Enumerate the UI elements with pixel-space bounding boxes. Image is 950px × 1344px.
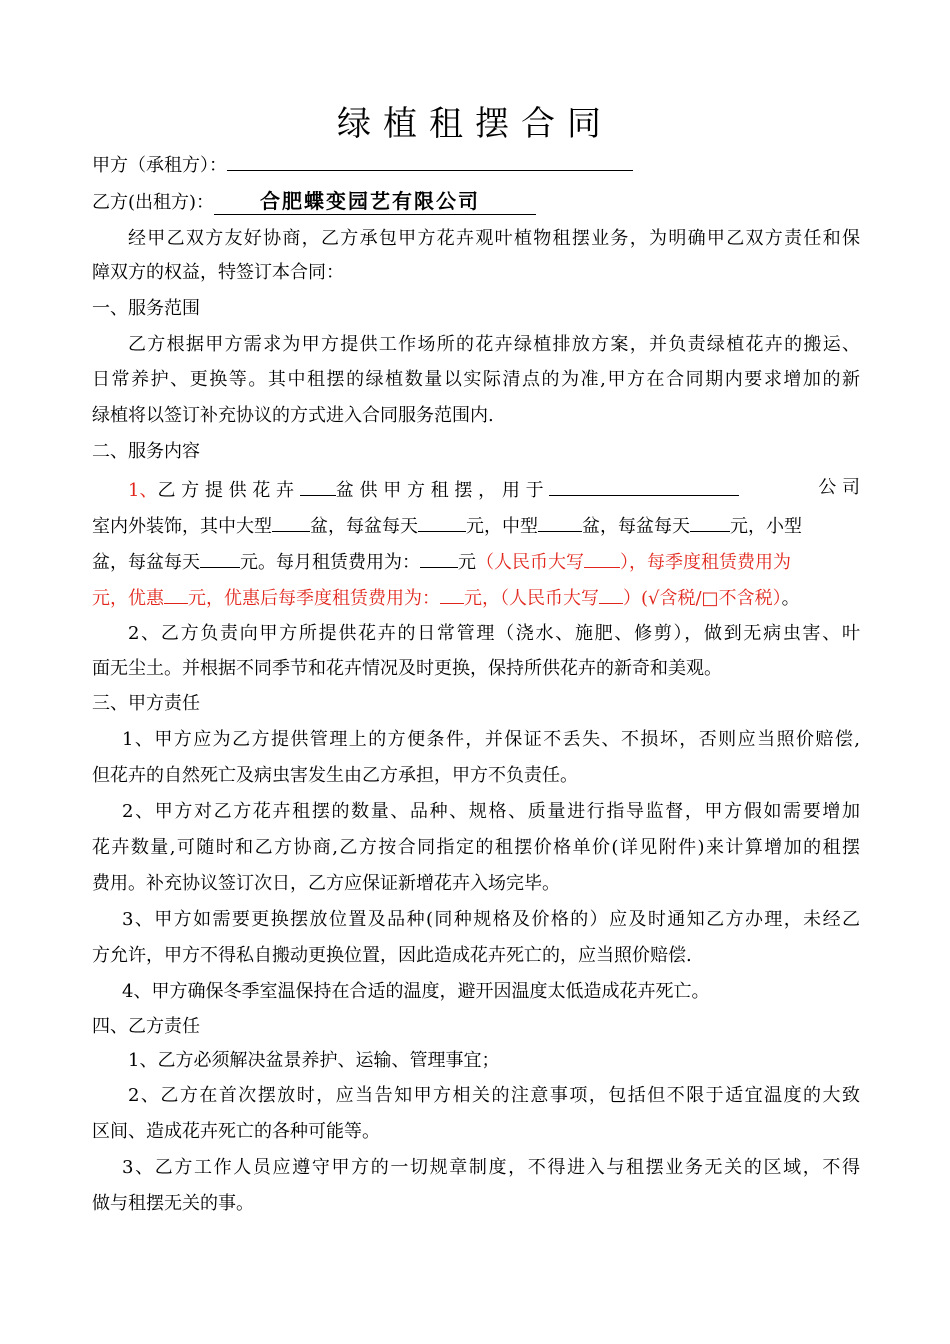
section-4-heading: 四、乙方责任 [92,1016,200,1037]
party-a-line [92,150,860,179]
tax-option[interactable]: ）(√含税/□不含税） [623,588,782,609]
item2-line-2: 面无尘土。并根据不同季节和花卉情况及时更换，保持所供花卉的新奇和美观。 [92,658,722,679]
item1-line-1 [92,475,860,504]
sec1-line-1: 乙方根据甲方需求为甲方提供工作场所的花卉绿植排放方案，并负责绿植花卉的搬运、 [128,334,860,355]
sec4-p1-line-1: 1、乙方必须解决盆景养护、运输、管理事宜； [128,1050,500,1071]
sec4-p3-line-2: 做与租摆无关的事。 [92,1193,254,1214]
discount-label: 元，优惠 [92,588,164,609]
monthly-fee-blank[interactable] [420,547,458,568]
party-a-name-blank[interactable] [227,150,633,171]
sec3-p4-line-1: 4、甲方确保冬季室温保持在合适的温度，避开因温度太低造成花卉死亡。 [122,981,710,1002]
sec1-line-2: 日常养护、更换等。其中租摆的绿植数量以实际清点的为准,甲方在合同期内要求增加的新 [92,369,860,390]
item1-line-3 [92,547,860,576]
small-label: 元，小型 [730,516,802,537]
sec3-p1-line-2: 但花卉的自然死亡及病虫害发生由乙方承担，甲方不负责任。 [92,765,578,786]
sec3-p2-line-1: 2、甲方对乙方花卉租摆的数量、品种、规格、质量进行指导监督，甲方假如需要增加 [122,801,860,822]
sec4-p2-line-1: 2、乙方在首次摆放时，应当告知甲方相关的注意事项，包括但不限于适宜温度的大致 [128,1085,860,1106]
monthly-fee-uppercase-blank[interactable] [584,547,620,568]
party-b-line [92,188,860,216]
section-3-heading: 三、甲方责任 [92,693,200,714]
discounted-uppercase-blank[interactable] [599,583,623,604]
sec1-line-3: 绿植将以签订补充协议的方式进入合同服务范围内. [92,405,494,426]
small-price-label: 盆，每盆每天 [92,552,200,573]
discounted-fee-label: 元，优惠后每季度租赁费用为： [188,588,440,609]
monthly-fee-label: 元。每月租赁费用为： [240,552,420,573]
item1-end-period: 。 [781,588,800,609]
discounted-uppercase-label: 元，（人民币大写 [464,588,599,609]
large-count-blank[interactable] [272,511,310,532]
section-2-heading: 二、服务内容 [92,441,200,462]
item1-line-2 [92,511,860,540]
sec3-p2-line-3: 费用。补充协议签订次日，乙方应保证新增花卉入场完毕。 [92,873,560,894]
pot-count-blank[interactable] [300,475,336,496]
section-1-heading: 一、服务范围 [92,298,200,319]
party-b-company-name: 合肥蝶变园艺有限公司 [214,188,536,215]
sec3-p3-line-2: 方允许，甲方不得私自搬动更换位置，因此造成花卉死亡的，应当照价赔偿. [92,945,692,966]
intro-line-2: 障双方的权益，特签订本合同： [92,262,344,283]
large-label: 室内外装饰，其中大型 [92,516,272,537]
medium-price-label: 盆，每盆每天 [582,516,690,537]
discounted-fee-blank[interactable] [440,583,464,604]
sec4-p2-line-2: 区间、造成花卉死亡的各种可能等。 [92,1121,380,1142]
intro-line-1: 经甲乙双方友好协商，乙方承包甲方花卉观叶植物租摆业务，为明确甲乙双方责任和保 [128,228,860,249]
item1-text-a: 乙 方 提 供 花 卉 [157,480,300,501]
sec3-p3-line-1: 3、甲方如需要更换摆放位置及品种(同种规格及价格的）应及时通知乙方办理，未经乙 [122,909,860,930]
item1-text-b: 盆 供 甲 方 租 摆 ， 用 于 [335,480,550,501]
company-usage-blank[interactable] [549,475,739,496]
sec3-p2-line-2: 花卉数量,可随时和乙方协商,乙方按合同指定的租摆价格单价(详见附件)来计算增加的租摆 [92,837,860,858]
large-price-label: 盆，每盆每天 [310,516,418,537]
monthly-fee-uppercase-label: （人民币大写 [476,552,584,573]
small-price-blank[interactable] [200,547,240,568]
document-title: 绿植租摆合同 [337,104,613,144]
party-a-label: 甲方（承租方）： [92,155,227,176]
sec4-p3-line-1: 3、乙方工作人员应遵守甲方的一切规章制度，不得进入与租摆业务无关的区域，不得 [122,1157,860,1178]
medium-count-blank[interactable] [538,511,582,532]
item1-number: 1、 [128,480,158,501]
item1-text-c: 公 司 [818,477,860,498]
sec3-p1-line-1: 1、甲方应为乙方提供管理上的方便条件，并保证不丢失、不损坏，否则应当照价赔偿, [122,729,860,750]
large-price-blank[interactable] [418,511,466,532]
monthly-fee-unit: 元 [458,552,476,573]
item1-line-4 [92,583,860,612]
party-b-label: 乙方(出租方)： [92,192,215,213]
item2-line-1: 2、乙方负责向甲方所提供花卉的日常管理（浇水、施肥、修剪），做到无病虫害、叶 [128,623,860,644]
medium-price-blank[interactable] [690,511,730,532]
discount-blank[interactable] [164,583,188,604]
quarterly-fee-label: ），每季度租赁费用为 [620,552,791,573]
medium-label: 元，中型 [466,516,538,537]
